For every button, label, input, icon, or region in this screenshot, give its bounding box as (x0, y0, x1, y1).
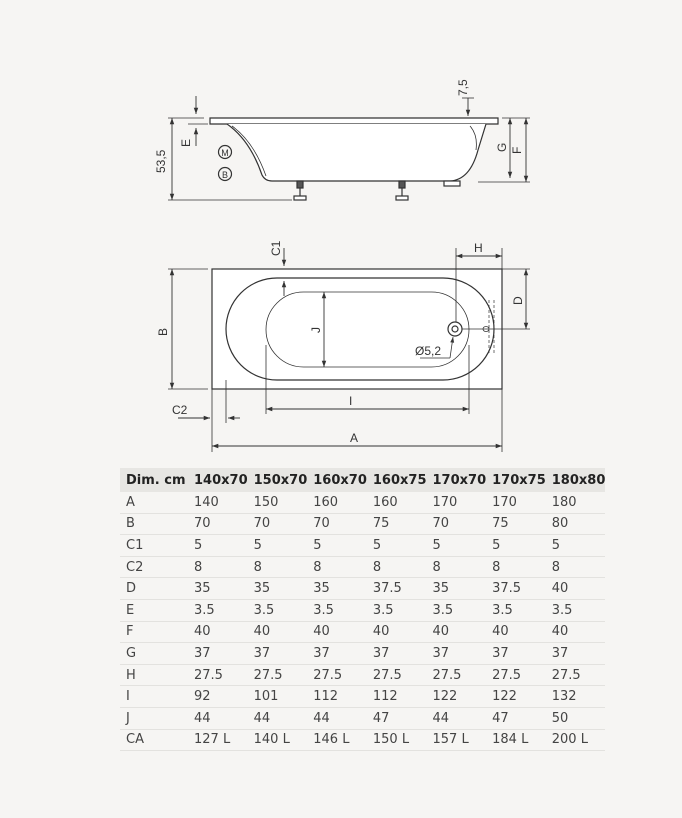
dimension-value: 5 (367, 535, 427, 557)
dimension-label: C1 (120, 535, 188, 557)
header-cell: 180x80 (546, 468, 606, 492)
dimension-value: 3.5 (188, 599, 248, 621)
dimension-value: 40 (307, 621, 367, 643)
dimension-value: 5 (307, 535, 367, 557)
dimension-value: 35 (307, 578, 367, 600)
dimension-value: 132 (546, 686, 606, 708)
table-row (120, 578, 605, 600)
foot-left (294, 181, 306, 200)
dimension-value: 47 (486, 707, 546, 729)
dimension-value: 40 (248, 621, 308, 643)
label-m: M (221, 148, 229, 158)
dimension-value: 122 (427, 686, 487, 708)
label-b: B (156, 327, 170, 336)
dimension-value: 8 (188, 556, 248, 578)
dimension-value: 184 L (486, 729, 546, 751)
dimension-value: 70 (248, 513, 308, 535)
label-c2: C2 (172, 403, 188, 417)
dimension-value: 3.5 (486, 599, 546, 621)
dimension-value: 160 (307, 492, 367, 513)
header-cell: Dim. cm (120, 468, 188, 492)
table-row (120, 729, 605, 751)
drain-outlet (444, 181, 460, 186)
dimension-value: 27.5 (367, 664, 427, 686)
dimension-value: 37 (248, 643, 308, 665)
dimension-value: 170 (486, 492, 546, 513)
dimension-value: 44 (188, 707, 248, 729)
tub-body (227, 124, 486, 181)
dimension-value: 44 (427, 707, 487, 729)
dimension-value: 127 L (188, 729, 248, 751)
dimension-value: 27.5 (307, 664, 367, 686)
label-g: G (495, 142, 509, 152)
dimension-value: 40 (188, 621, 248, 643)
dimension-value: 27.5 (248, 664, 308, 686)
dimension-value: 27.5 (427, 664, 487, 686)
dimension-label: D (120, 578, 188, 600)
label-d: D (511, 296, 525, 305)
dimension-value: 8 (248, 556, 308, 578)
dimension-value: 37 (486, 643, 546, 665)
dimension-value: 5 (248, 535, 308, 557)
table-row (120, 492, 605, 513)
dimension-value: 146 L (307, 729, 367, 751)
dimension-value: 8 (307, 556, 367, 578)
dimension-value: 37 (188, 643, 248, 665)
dimension-value: 140 L (248, 729, 308, 751)
dimension-value: 37.5 (367, 578, 427, 600)
dimensions-table (120, 468, 605, 751)
label-j: J (309, 327, 323, 333)
table-header-row (120, 468, 605, 492)
label-f: F (510, 146, 524, 154)
header-cell: 140x70 (188, 468, 248, 492)
label-a: A (350, 431, 359, 445)
dimension-value: 44 (307, 707, 367, 729)
dimension-label: B (120, 513, 188, 535)
dimension-label: E (120, 599, 188, 621)
table-row (120, 535, 605, 557)
dimension-value: 140 (188, 492, 248, 513)
dimension-value: 3.5 (307, 599, 367, 621)
header-cell: 170x75 (486, 468, 546, 492)
dimension-value: 160 (367, 492, 427, 513)
label-b-circle: B (221, 170, 229, 180)
dimension-value: 44 (248, 707, 308, 729)
label-7-5: 7,5 (456, 79, 470, 96)
dimension-value: 40 (427, 621, 487, 643)
label-53-5: 53,5 (154, 149, 168, 173)
dimension-value: 40 (486, 621, 546, 643)
dimension-value: 200 L (546, 729, 606, 751)
dimension-value: 37 (367, 643, 427, 665)
dimension-value: 40 (546, 578, 606, 600)
dimension-value: 5 (546, 535, 606, 557)
dimension-value: 8 (367, 556, 427, 578)
dimension-value: 75 (367, 513, 427, 535)
table-row (120, 686, 605, 708)
table-row (120, 643, 605, 665)
dimension-value: 80 (546, 513, 606, 535)
table-row (120, 599, 605, 621)
table-row (120, 556, 605, 578)
table-row (120, 621, 605, 643)
tub-rim (210, 118, 498, 124)
dimension-label: CA (120, 729, 188, 751)
dimension-value: 180 (546, 492, 606, 513)
header-cell: 160x70 (307, 468, 367, 492)
table-row (120, 707, 605, 729)
dimension-value: 112 (367, 686, 427, 708)
dimension-value: 150 L (367, 729, 427, 751)
header-cell: 160x75 (367, 468, 427, 492)
dimension-label: C2 (120, 556, 188, 578)
dimension-value: 157 L (427, 729, 487, 751)
dimension-value: 40 (367, 621, 427, 643)
header-cell: 170x70 (427, 468, 487, 492)
dimension-label: J (120, 707, 188, 729)
dimension-value: 170 (427, 492, 487, 513)
dimension-label: G (120, 643, 188, 665)
dimension-value: 50 (546, 707, 606, 729)
dimension-value: 8 (546, 556, 606, 578)
dimension-value: 5 (427, 535, 487, 557)
dimension-value: 37.5 (486, 578, 546, 600)
label-e: E (179, 138, 193, 147)
dimension-value: 75 (486, 513, 546, 535)
dimension-value: 70 (427, 513, 487, 535)
dimension-label: F (120, 621, 188, 643)
dimension-value: 3.5 (546, 599, 606, 621)
table-row (120, 513, 605, 535)
dimension-value: 3.5 (248, 599, 308, 621)
foot-right (396, 181, 408, 200)
dimension-label: H (120, 664, 188, 686)
label-i: I (349, 394, 353, 408)
top-view (168, 248, 530, 452)
dimension-value: 5 (486, 535, 546, 557)
dimension-value: 150 (248, 492, 308, 513)
dimension-label: A (120, 492, 188, 513)
label-c1: C1 (269, 240, 283, 256)
table-row (120, 664, 605, 686)
dimension-value: 37 (546, 643, 606, 665)
dimension-value: 8 (486, 556, 546, 578)
dimension-value: 8 (427, 556, 487, 578)
label-h: H (474, 241, 483, 255)
dimension-value: 70 (307, 513, 367, 535)
dimension-value: 37 (427, 643, 487, 665)
dimension-value: 47 (367, 707, 427, 729)
dimension-value: 37 (307, 643, 367, 665)
dimension-value: 112 (307, 686, 367, 708)
dimension-value: 70 (188, 513, 248, 535)
label-drain: Ø5,2 (415, 344, 442, 358)
dimension-value: 35 (248, 578, 308, 600)
dimension-value: 122 (486, 686, 546, 708)
dimension-value: 27.5 (486, 664, 546, 686)
dimension-value: 3.5 (367, 599, 427, 621)
header-cell: 150x70 (248, 468, 308, 492)
dimension-value: 101 (248, 686, 308, 708)
dimension-value: 5 (188, 535, 248, 557)
dimension-value: 35 (427, 578, 487, 600)
dimension-value: 27.5 (188, 664, 248, 686)
dimension-value: 40 (546, 621, 606, 643)
dimension-value: 35 (188, 578, 248, 600)
dimension-value: 27.5 (546, 664, 606, 686)
dimension-value: 3.5 (427, 599, 487, 621)
dimension-value: 92 (188, 686, 248, 708)
dimension-label: I (120, 686, 188, 708)
